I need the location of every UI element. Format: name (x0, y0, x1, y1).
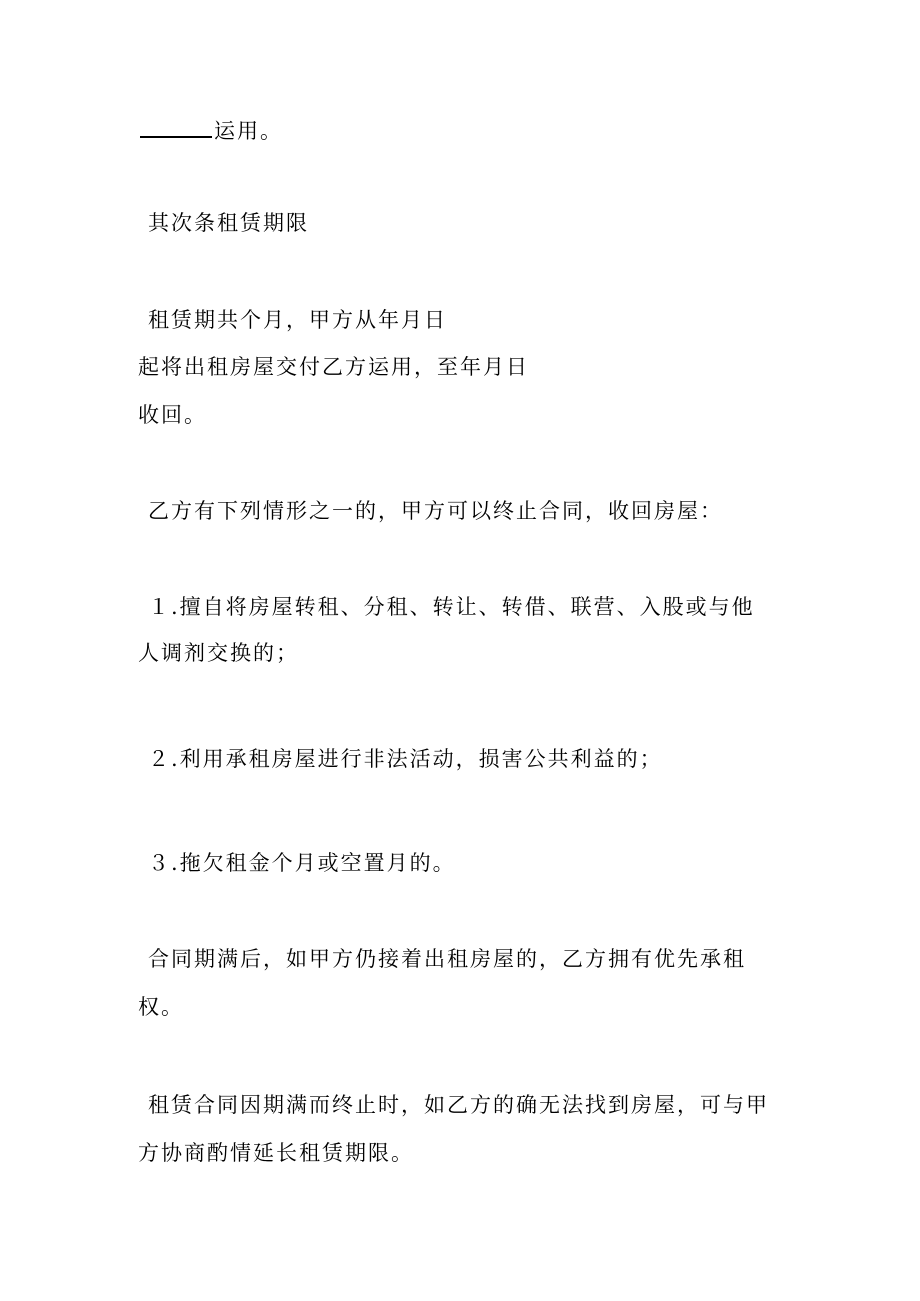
term-para-line-2: 起将出租房屋交付乙方运用，至年月日 (138, 355, 529, 379)
item-1-line-1: １.擅自将房屋转租、分租、转让、转借、联营、入股或与他 (148, 595, 755, 619)
term-para-line-1: 租赁期共个月，甲方从年月日 (148, 308, 447, 332)
renewal-para-line-1: 合同期满后，如甲方仍接着出租房屋的，乙方拥有优先承租 (148, 947, 746, 971)
item-2: ２.利用承租房屋进行非法活动，损害公共利益的； (148, 747, 663, 771)
item-3: ３.拖欠租金个月或空置月的。 (148, 851, 456, 875)
usage-line-text: 运用。 (214, 119, 283, 143)
section-heading-term: 其次条租赁期限 (148, 211, 309, 235)
term-para-line-3: 收回。 (138, 403, 207, 427)
extension-para-line-1: 租赁合同因期满而终止时，如乙方的确无法找到房屋，可与甲 (148, 1093, 769, 1117)
termination-intro: 乙方有下列情形之一的，甲方可以终止合同，收回房屋： (148, 499, 723, 523)
usage-line (140, 116, 283, 146)
renewal-para-line-2: 权。 (138, 995, 184, 1019)
extension-para-line-2: 方协商酌情延长租赁期限。 (138, 1141, 414, 1165)
item-1-line-2: 人调剂交换的； (138, 641, 299, 665)
fill-in-blank (140, 118, 212, 138)
